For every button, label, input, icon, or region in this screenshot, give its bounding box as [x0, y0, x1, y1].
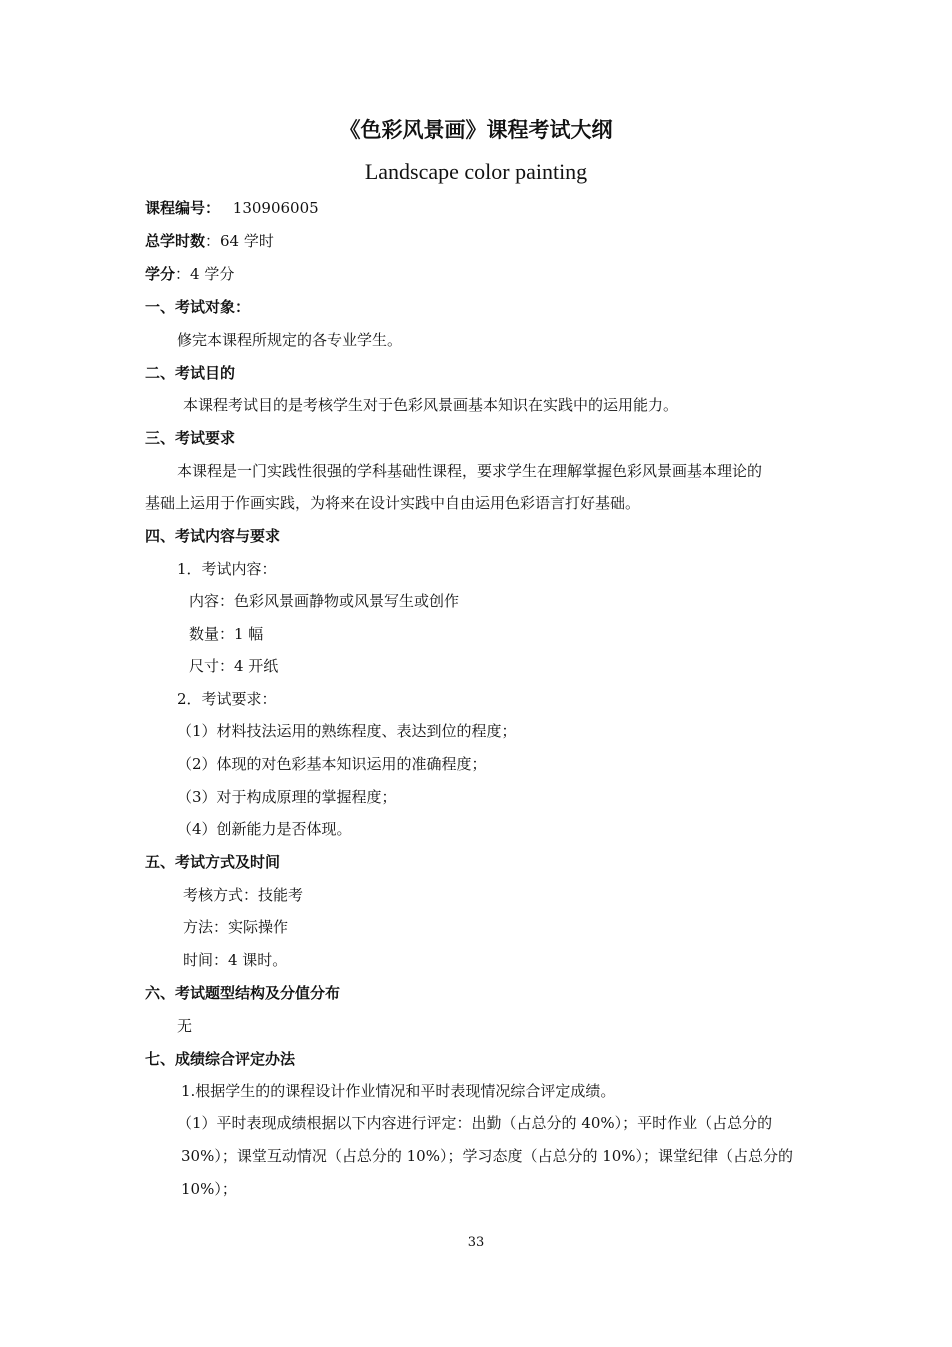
section-4-subheading-2: 2．考试要求：: [177, 690, 277, 708]
section-heading-5: 五、考试方式及时间: [145, 853, 281, 871]
section-6-text: 无: [177, 1017, 193, 1035]
section-heading-1: 一、考试对象：: [145, 298, 251, 316]
assessment-time: 时间：4 课时。: [183, 951, 288, 969]
section-heading-2: 二、考试目的: [145, 364, 236, 382]
course-code-line: [145, 198, 319, 218]
course-code-label: 课程编号：: [145, 199, 221, 217]
total-hours-line: [145, 231, 274, 251]
requirement-item: （3）对于构成原理的掌握程度；: [177, 788, 397, 806]
section-4-subheading-1: 1．考试内容：: [177, 560, 277, 578]
section-3-line-1: 本课程是一门实践性很强的学科基础性课程，要求学生在理解掌握色彩风景画基本理论的: [177, 462, 763, 480]
requirement-item: （4）创新能力是否体现。: [177, 820, 352, 838]
section-7-paragraph-2-line-2: 30%）；课堂互动情况（占总分的 10%）；学习态度（占总分的 10%）；课堂纪律（占总分的: [181, 1147, 794, 1165]
section-7-paragraph-1: 1.根据学生的的课程设计作业情况和平时表现情况综合评定成绩。: [181, 1082, 616, 1100]
exam-quantity: 数量：1 幅: [189, 625, 264, 643]
section-3-line-2: 基础上运用于作画实践，为将来在设计实践中自由运用色彩语言打好基础。: [145, 494, 641, 512]
course-code-value: 130906005: [232, 199, 319, 217]
assessment-method: 方法：实际操作: [183, 918, 289, 936]
section-heading-6: 六、考试题型结构及分值分布: [145, 984, 341, 1002]
document-title: 《色彩风景画》课程考试大纲: [339, 118, 613, 142]
section-heading-3: 三、考试要求: [145, 429, 236, 447]
document-subtitle: Landscape color painting: [364, 159, 588, 184]
exam-content: 内容：色彩风景画静物或风景写生或创作: [189, 592, 460, 610]
requirement-item: （1）材料技法运用的熟练程度、表达到位的程度；: [177, 722, 517, 740]
exam-paper-size: 尺寸：4 开纸: [189, 657, 279, 675]
credits-line: [145, 264, 234, 284]
requirement-item: （2）体现的对色彩基本知识运用的准确程度；: [177, 755, 487, 773]
section-7-paragraph-2-line-1: （1）平时表现成绩根据以下内容进行评定：出勤（占总分的 40%）；平时作业（占总分的: [177, 1114, 773, 1132]
page-number: 33: [467, 1235, 485, 1250]
total-hours-value: ：64 学时: [205, 232, 274, 250]
section-1-text: 修完本课程所规定的各专业学生。: [177, 331, 403, 349]
assessment-mode: 考核方式：技能考: [183, 886, 304, 904]
total-hours-label: 总学时数: [145, 232, 206, 250]
credits-value: ：4 学分: [175, 265, 235, 283]
section-heading-4: 四、考试内容与要求: [145, 527, 281, 545]
section-2-text: 本课程考试目的是考核学生对于色彩风景画基本知识在实践中的运用能力。: [183, 396, 679, 414]
credits-label: 学分: [145, 265, 176, 283]
section-7-paragraph-2-line-3: 10%）；: [181, 1180, 237, 1198]
section-heading-7: 七、成绩综合评定办法: [145, 1050, 296, 1068]
